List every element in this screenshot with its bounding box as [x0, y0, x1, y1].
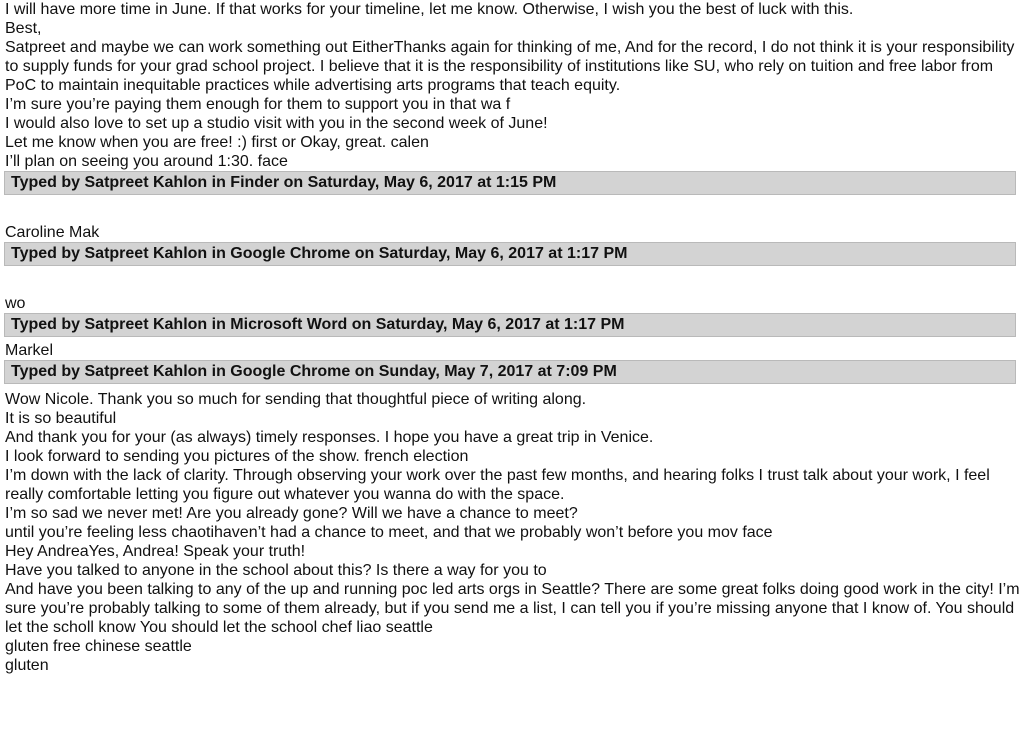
text-line: Best,: [5, 20, 42, 37]
entry-header: Typed by Satpreet Kahlon in Google Chrome on Sunday, May 7, 2017 at 7:09 PM: [4, 360, 1016, 384]
entry-header: Typed by Satpreet Kahlon in Google Chrome on Saturday, May 6, 2017 at 1:17 PM: [4, 242, 1016, 266]
text-line: wo: [5, 295, 26, 312]
spacer: [0, 266, 1026, 294]
text-line: Satpreet and maybe we can work something out EitherThanks again for thinking of me, And for the record, I do not think it is your responsibility to supply funds for your grad school project. I believe that it is the responsibility of institutions like SU, who rely on tuition and free labor from PoC to maintain inequitable practices while advertising arts programs that teach equity.: [5, 39, 1015, 94]
text-line: And have you been talking to any of the up and running poc led arts orgs in Seattle? There are some great folks doing good work in the city! I’m sure you’re probably talking to some of them already, but if you send me a list, I can tell you if you’re missing anyone that I know of. You should let the scholl know You should let the school chef liao seattle: [5, 581, 1020, 636]
entry-header: Typed by Satpreet Kahlon in Finder on Saturday, May 6, 2017 at 1:15 PM: [4, 171, 1016, 195]
text-line: I’m so sad we never met! Are you already gone? Will we have a chance to meet?: [5, 505, 578, 522]
text-line: Let me know when you are free! :) first or Okay, great. calen: [5, 134, 429, 151]
text-line: It is so beautiful: [5, 410, 117, 427]
text-line: I will have more time in June. If that works for your timeline, let me know. Otherwise, I wish you the best of luck with this.: [5, 1, 854, 18]
typed-text-block: [0, 390, 1020, 675]
text-line: I’m down with the lack of clarity. Through observing your work over the past few months, and hearing folks I trust talk about your work, I feel really comfortable letting you figure out whatever you wanna do with the space.: [5, 467, 990, 503]
text-line: Markel: [5, 342, 54, 359]
spacer: [0, 195, 1026, 223]
text-line: Caroline Mak: [5, 224, 100, 241]
text-line: until you’re feeling less chaotihaven’t had a chance to meet, and that we probably won’t before you mov face: [5, 524, 773, 541]
text-line: Wow Nicole. Thank you so much for sending that thoughtful piece of writing along.: [5, 391, 587, 408]
text-line: I’m sure you’re paying them enough for them to support you in that wa f: [5, 96, 511, 113]
typed-text-block: [0, 294, 1020, 313]
text-line: I would also love to set up a studio visit with you in the second week of June!: [5, 115, 548, 132]
typed-text-block: [0, 341, 1020, 360]
text-line: gluten free chinese seattle: [5, 638, 192, 655]
text-line: And thank you for your (as always) timely responses. I hope you have a great trip in Venice.: [5, 429, 654, 446]
entry-header: Typed by Satpreet Kahlon in Microsoft Word on Saturday, May 6, 2017 at 1:17 PM: [4, 313, 1016, 337]
text-line: I’ll plan on seeing you around 1:30. face: [5, 153, 288, 170]
text-line: I look forward to sending you pictures of the show. french election: [5, 448, 469, 465]
typed-text-block: [0, 223, 1020, 242]
text-line: Hey AndreaYes, Andrea! Speak your truth!: [5, 543, 306, 560]
typed-text-block: [0, 0, 1020, 171]
text-line: gluten: [5, 657, 49, 674]
text-line: Have you talked to anyone in the school about this? Is there a way for you to: [5, 562, 547, 579]
